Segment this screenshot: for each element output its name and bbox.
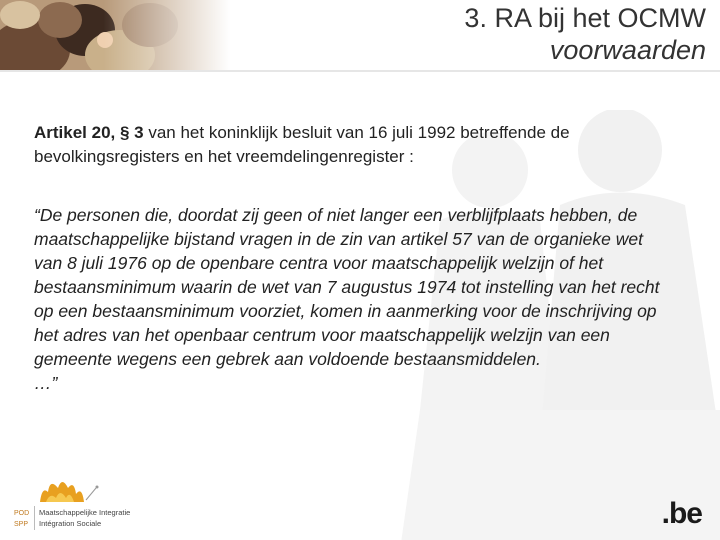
intro-paragraph [34,121,694,169]
title-line-1: 3. RA bij het OCMW [464,3,706,33]
quote-ellipsis: …” [34,373,58,393]
org-line-2: Intégration Sociale [39,519,102,528]
quote-paragraph [34,203,674,395]
org-line-1: Maatschappelijke Integratie [39,508,131,517]
slide-title [464,2,706,66]
footer-separator [34,506,35,530]
organization-name [39,507,130,529]
fod-line-1: POD [14,510,30,517]
intro-text: van het koninklijk besluit van 16 juli 1992 betreffende de bevolkingsregisters en het vreemdelingenregister : [34,123,570,166]
fod-label [14,508,29,530]
article-reference: Artikel 20, § 3 [34,123,144,142]
be-logo: .be [661,497,702,530]
title-line-2: voorwaarden [549,35,706,65]
quote-text: “De personen die, doordat zij geen of niet langer een verblijfplaats hebben, de maatschappelijke bijstand vragen in de zin van artikel 57 van de organieke wet van 8 juli 1976 op de openbare centra voor maatschappelijk welzijn of het bestaansminimum waarin de wet van 7 augustus 1974 tot instelling van het recht op een bestaansminimum voorziet, komen in aanmerking voor de inschrijving op het adres van het openbaar centrum voor maatschappelijk welzijn van een gemeente wegens een gebrek aan voldoende bestaansmiddelen. [34,205,660,369]
children-photo [0,0,230,72]
banner-divider [0,70,720,72]
fod-line-2: SPP [14,521,29,528]
